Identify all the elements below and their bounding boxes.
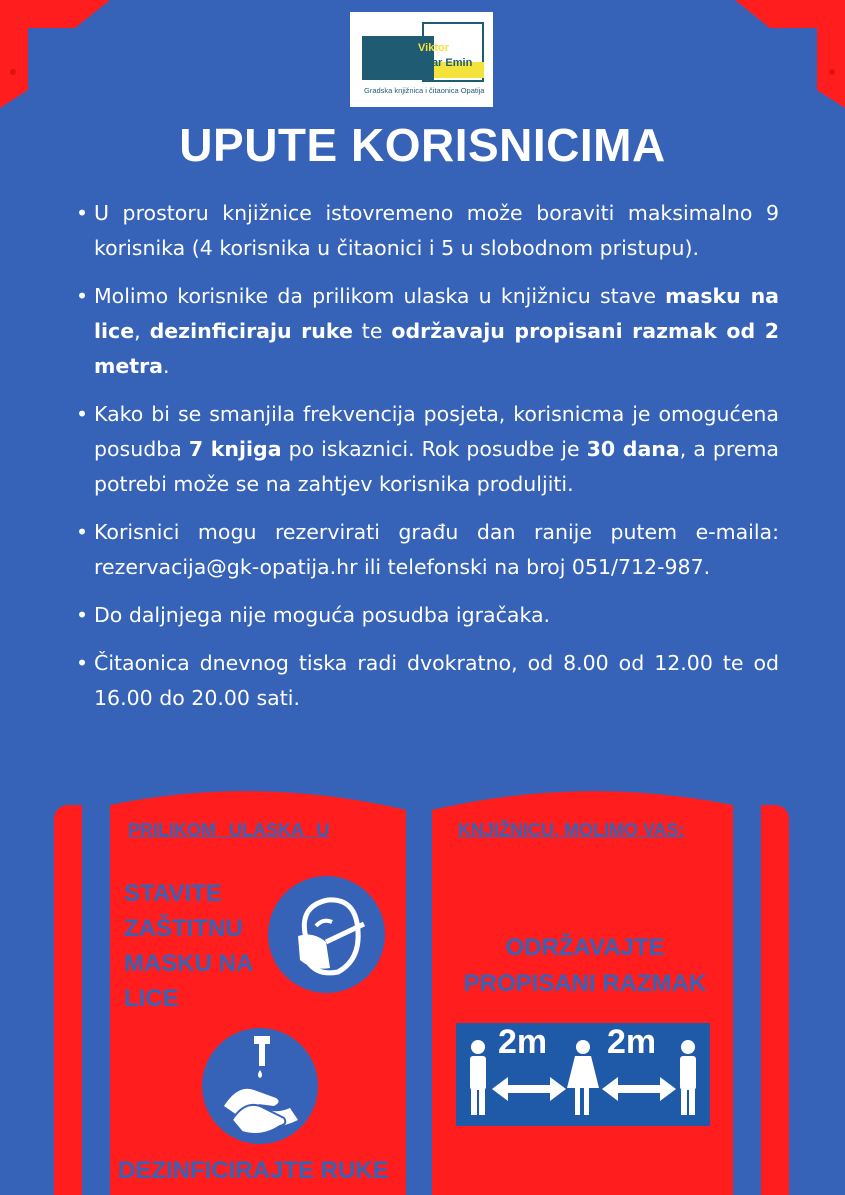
- distance-label-2: 2m: [607, 1023, 657, 1061]
- instructions-list: [76, 196, 779, 729]
- poster-heading-left: PRILIKOM ULASKA U: [128, 820, 330, 840]
- instruction-text: po iskaznici. Rok posudbe je: [281, 437, 587, 461]
- instruction-emphasis: masku na lice: [94, 284, 779, 343]
- logo-name-line1: Viktor: [418, 42, 449, 54]
- poster-heading-right: KNJIŽNICU, MOLIMO VAS:: [458, 820, 685, 840]
- instruction-item: [76, 196, 779, 266]
- instruction-emphasis: 30 dana: [586, 437, 680, 461]
- instruction-text: Kako bi se smanjila frekvencija posjeta, korisnicma je omogućena posudba: [94, 402, 779, 461]
- instruction-text: Korisnici mogu rezervirati građu dan ranije putem e-maila: rezervacija@gk-opatija.hr ili telefonski na broj 051/712-987.: [94, 520, 779, 579]
- page-title: UPUTE KORISNICIMA: [179, 119, 666, 171]
- disinfect-icon-circle: [202, 1028, 318, 1144]
- instruction-emphasis: 7 knjiga: [188, 437, 282, 461]
- library-logo: [350, 12, 493, 107]
- instruction-item: [76, 598, 779, 633]
- corner-decoration-right: [735, 0, 845, 110]
- instruction-text: U prostoru knjižnice istovremeno može boraviti maksimalno 9 korisnika (4 korisnika u čitaonici i 5 u slobodnom pristupu).: [94, 201, 779, 260]
- instruction-text: , a prema potrebi može se na zahtjev korisnika produljiti.: [94, 437, 779, 496]
- instruction-text: Molimo korisnike da prilikom ulaska u knjižnicu stave: [94, 284, 666, 308]
- instruction-text: Do daljnjega nije moguća posudba igračaka.: [94, 603, 551, 627]
- instruction-emphasis: dezinficiraju ruke: [149, 319, 353, 343]
- disinfect-instruction: DEZINFICIRAJTE RUKE: [118, 1157, 389, 1184]
- book-edge-right: [761, 805, 789, 1195]
- instruction-text: ,: [134, 319, 150, 343]
- logo-name-line2: Car Emin: [424, 57, 473, 69]
- corner-decoration-left: [0, 0, 110, 110]
- instruction-emphasis: održavaju propisani razmak od 2 metra: [94, 319, 779, 378]
- distance-sign: [456, 1023, 710, 1126]
- hand-sanitizer-icon: [202, 1028, 318, 1144]
- social-distance-icon: [456, 1023, 710, 1126]
- instruction-item: [76, 279, 779, 384]
- instruction-item: [76, 515, 779, 585]
- instruction-text: .: [163, 354, 170, 378]
- book-edge-left: [54, 805, 82, 1195]
- distance-label-1: 2m: [498, 1023, 548, 1061]
- distance-instruction: ODRŽAVAJTE PROPISANI RAZMAK: [463, 934, 707, 997]
- instruction-text: te: [352, 319, 392, 343]
- mask-instruction: STAVITE ZAŠTITNU MASKU NA LICE: [124, 880, 253, 1012]
- instruction-text: Čitaonica dnevnog tiska radi dvokratno, od 8.00 od 12.00 te od 16.00 do 20.00 sati.: [94, 651, 779, 710]
- instruction-item: [76, 397, 779, 502]
- instruction-item: [76, 646, 779, 716]
- face-mask-icon: [268, 876, 385, 993]
- logo-subtitle: Gradska knjižnica i čitaonica Opatija: [364, 86, 485, 95]
- mask-icon-circle: [268, 876, 385, 993]
